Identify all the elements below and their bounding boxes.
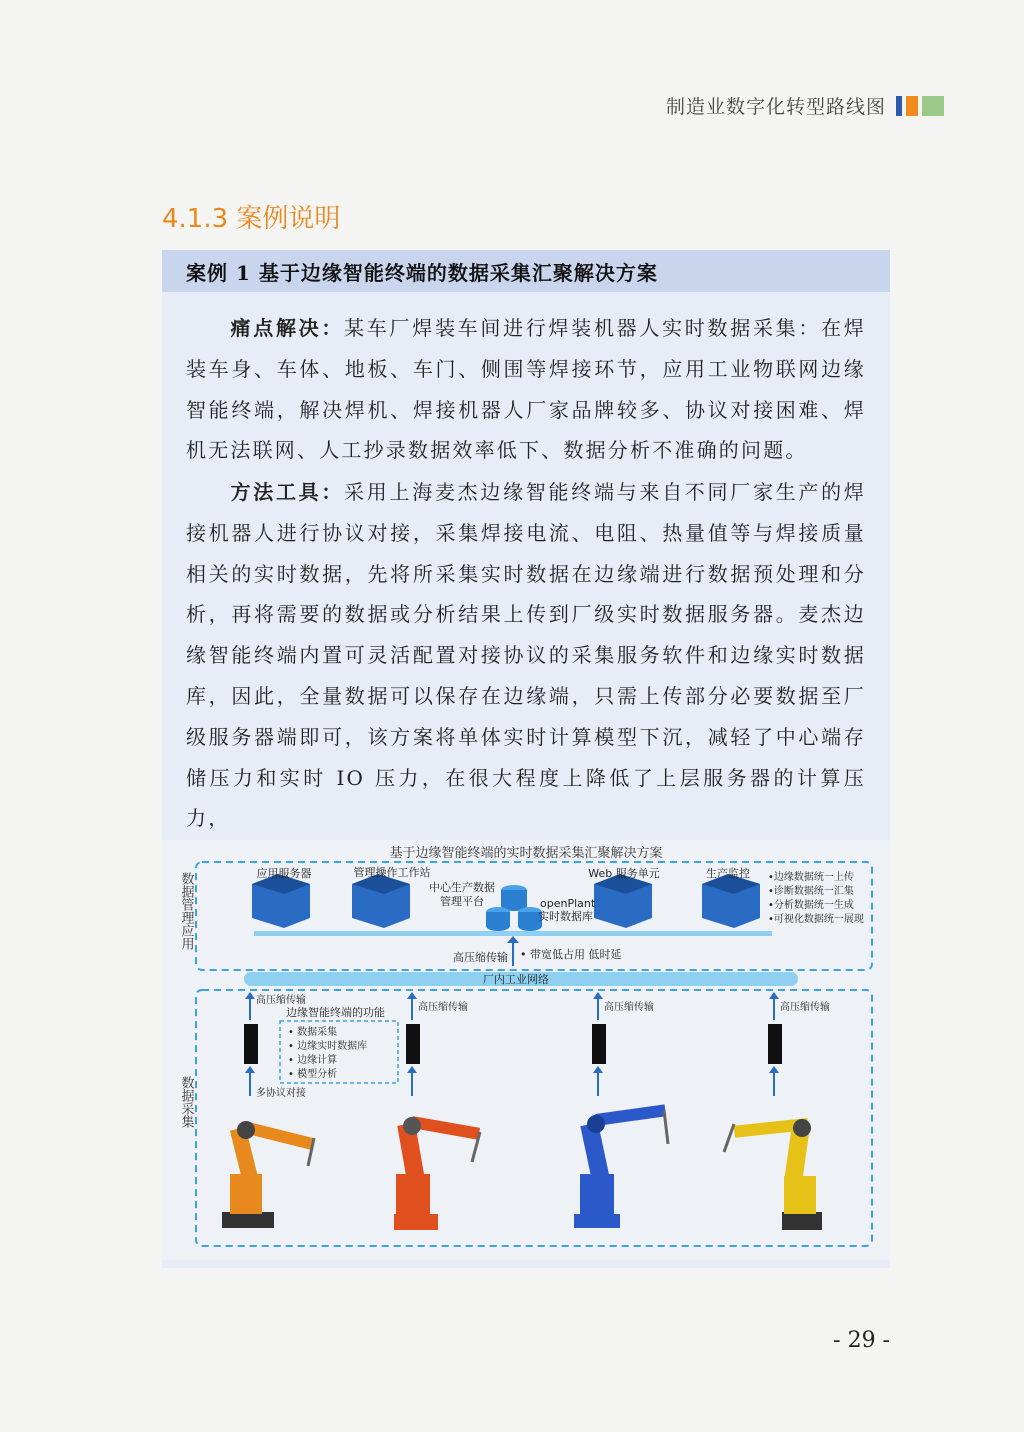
db-label-1: 中心生产数据 xyxy=(429,881,495,894)
top-node-app-server: 应用服务器 xyxy=(256,867,312,880)
edge-upload-1: 高压缩传输 xyxy=(256,995,306,1006)
upload-label: 高压缩传输 xyxy=(453,951,508,964)
monitoring-icon xyxy=(702,874,760,928)
edge-terminal-icon xyxy=(406,1024,420,1064)
edge-function-1: • 数据采集 xyxy=(288,1027,338,1038)
web-server-icon xyxy=(594,874,652,928)
method-paragraph xyxy=(186,472,866,839)
collection-side-label: 数据采集 xyxy=(178,1076,194,1128)
edge-function-2: • 边缘实时数据库 xyxy=(288,1041,368,1052)
edge-function-4: • 模型分析 xyxy=(288,1069,338,1080)
pain-point-label: 痛点解决： xyxy=(230,316,345,340)
management-side-label: 数据管理应用 xyxy=(178,872,194,950)
color-bars-icon xyxy=(896,96,944,116)
multi-protocol-label: 多协议对接 xyxy=(256,1088,306,1099)
edge-terminal-icon xyxy=(768,1024,782,1064)
page-number: - 29 - xyxy=(833,1328,890,1353)
edge-upload-3: 高压缩传输 xyxy=(604,1002,654,1013)
platform-bus xyxy=(254,931,772,936)
section-title: 4.1.3 案例说明 xyxy=(162,204,341,234)
diagram-title: 基于边缘智能终端的实时数据采集汇聚解决方案 xyxy=(389,846,663,861)
architecture-diagram xyxy=(162,840,890,1260)
pain-point-paragraph xyxy=(186,308,866,471)
note-2: •诊断数据统一汇集 xyxy=(768,886,854,897)
edge-function-3: • 边缘计算 xyxy=(288,1055,338,1066)
edge-functions-title: 边缘智能终端的功能 xyxy=(286,1006,385,1019)
top-node-web: Web 服务单元 xyxy=(588,867,660,880)
edge-upload-2: 高压缩传输 xyxy=(418,1002,468,1013)
edge-terminal-icon xyxy=(244,1024,258,1064)
db-name-1: openPlant xyxy=(540,897,596,910)
edge-terminal-icon xyxy=(592,1024,606,1064)
note-1: •边缘数据统一上传 xyxy=(768,872,854,883)
bandwidth-note: • 带宽低占用 低时延 xyxy=(520,948,622,961)
pain-point-text: 某车厂焊装车间进行焊装机器人实时数据采集：在焊装车身、车体、地板、车门、侧围等焊接环节，应用工业物联网边缘智能终端，解决焊机、焊接机器人厂家品牌较多、协议对接困难、焊机无法联网、人工抄录数据效率低下、数据分析不准确的问题。 xyxy=(186,316,867,463)
method-label: 方法工具： xyxy=(230,480,345,504)
note-3: •分析数据统一生成 xyxy=(768,900,854,911)
edge-upload-4: 高压缩传输 xyxy=(780,1002,830,1013)
network-label: 厂内工业网络 xyxy=(483,973,549,986)
db-name-2: 实时数据库 xyxy=(538,910,593,923)
note-4: •可视化数据统一展现 xyxy=(768,914,864,925)
case-title: 案例 1 基于边缘智能终端的数据采集汇聚解决方案 xyxy=(162,250,890,292)
top-node-workstation: 管理操作工作站 xyxy=(353,866,431,879)
workstation-icon xyxy=(352,874,410,928)
method-text: 采用上海麦杰边缘智能终端与来自不同厂家生产的焊接机器人进行协议对接，采集焊接电流、电阻、热量值等与焊接质量相关的实时数据，先将所采集实时数据在边缘端进行数据预处理和分析，再将需要的数据或分析结果上传到厂级实时数据服务器。麦杰边缘智能终端内置可灵活配置对接协议的采集服务软件和边缘实时数据库，因此，全量数据可以保存在边缘端，只需上传部分必要数据至厂级服务器端即可，该方案将单体实时计算模型下沉，减轻了中心端存储压力和实时 IO 压力，在很大程度上降低了上层服务器的计算压力， xyxy=(186,480,867,831)
top-node-monitor: 生产监控 xyxy=(706,867,750,880)
case-box xyxy=(162,250,890,1268)
db-label-2: 管理平台 xyxy=(440,895,484,908)
running-title: 制造业数字化转型路线图 xyxy=(665,96,886,118)
server-icon xyxy=(252,874,310,928)
running-header xyxy=(666,92,944,119)
